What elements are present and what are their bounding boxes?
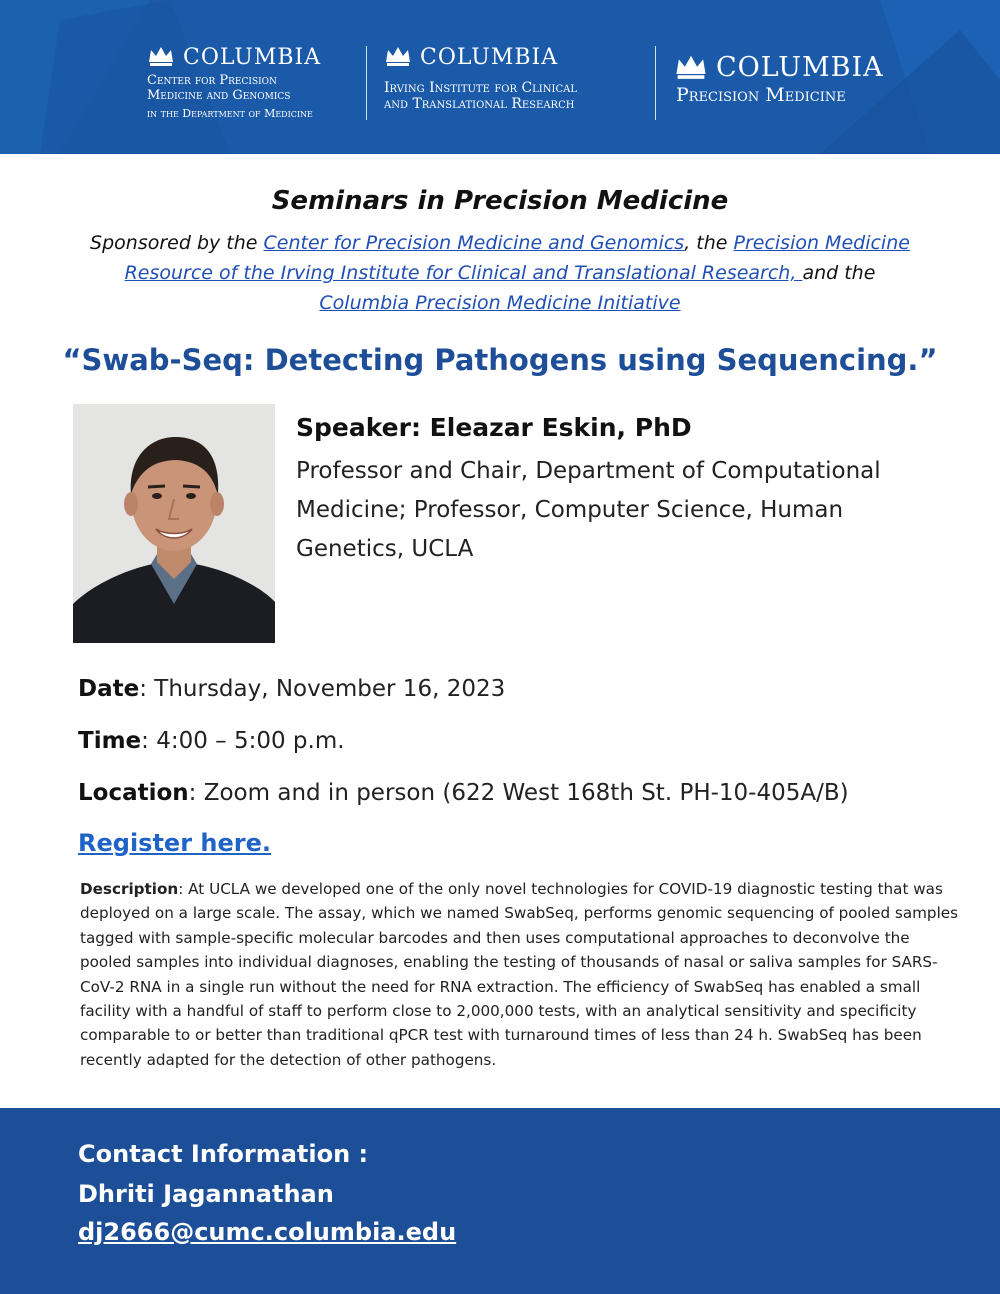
logo-cpmg [147,44,321,121]
location-label: Location [78,780,189,806]
link-precision-medicine-resource[interactable]: Precision Medicine Resource of the Irving Institute for Clinical and Translational Research, [124,232,910,284]
description [80,877,960,1072]
talk-title: “Swab-Seq: Detecting Pathogens using Sequencing.” [62,343,938,377]
link-columbia-pmi[interactable]: Columbia Precision Medicine Initiative [319,292,681,314]
logo-line: in the Department of Medicine [147,106,313,120]
logo-divider [366,46,367,120]
logo-wordmark: COLUMBIA [420,44,559,70]
contact-heading: Contact Information : [78,1140,369,1168]
event-location [78,780,849,806]
date-label: Date [78,676,140,702]
sponsor-prefix: Sponsored by the [90,232,264,254]
event-date [78,676,505,702]
speaker-photo [73,404,275,643]
logo-line: Medicine and Genomics [147,87,291,103]
logo-divider [655,46,656,120]
logo-line: Irving Institute for Clinical [384,80,577,96]
header-banner [0,0,1000,154]
logo-subtitle [384,80,577,112]
logo-irving [384,44,577,112]
time-label: Time [78,728,142,754]
contact-name: Dhriti Jagannathan [78,1180,334,1208]
logo-wordmark: COLUMBIA [183,44,322,70]
crown-icon [674,52,708,83]
event-time [78,728,345,754]
date-value: : Thursday, November 16, 2023 [139,676,506,702]
logo-line: and Translational Research [384,96,575,113]
crown-icon [147,44,175,70]
link-cpmg[interactable]: Center for Precision Medicine and Genomics [263,232,685,254]
location-value: : Zoom and in person (622 West 168th St. PH-10-405A/B) [188,780,849,806]
time-value: : 4:00 – 5:00 p.m. [141,728,345,754]
sponsor-line [80,228,920,318]
speaker-name: Speaker: Eleazar Eskin, PhD [296,413,692,442]
description-label: Description [80,880,179,898]
description-text: : At UCLA we developed one of the only novel technologies for COVID-19 diagnostic testing that was deployed on a large scale. The assay, which we named SwabSeq, performs genomic sequencing of pooled samples tagged with sample-specific molecular barcodes and then uses computational approaches to deconvolve the pooled samples into individual diagnoses, enabling the testing of thousands of nasal or saliva samples for SARS-CoV-2 RNA in a single run without the need for RNA extraction. The efficiency of SwabSeq has enabled a small facility with a handful of staff to perform close to 2,000,000 tests, with an analytical sensitivity and specificity comparable to or better than traditional qPCR test with turnaround times of less than 24 h. SwabSeq has been recently adapted for the detection of other pathogens. [80,880,959,1069]
speaker-affiliation: Professor and Chair, Department of Computational Medicine; Professor, Computer Science, Human Genetics, UCLA [296,458,881,562]
crown-icon [384,44,412,70]
logo-wordmark: COLUMBIA [716,52,884,83]
contact-email-link[interactable]: dj2666@cumc.columbia.edu [78,1218,457,1246]
sponsor-text: and the [802,262,876,284]
logo-subtitle: Precision Medicine [676,84,846,106]
logo-precision-medicine [674,52,884,107]
logo-subtitle [147,74,321,121]
register-link[interactable]: Register here. [78,829,271,857]
logo-line: Center for Precision [147,73,277,88]
sponsor-text: , the [684,232,734,254]
series-title: Seminars in Precision Medicine [271,186,729,216]
contact-footer [0,1108,1000,1294]
